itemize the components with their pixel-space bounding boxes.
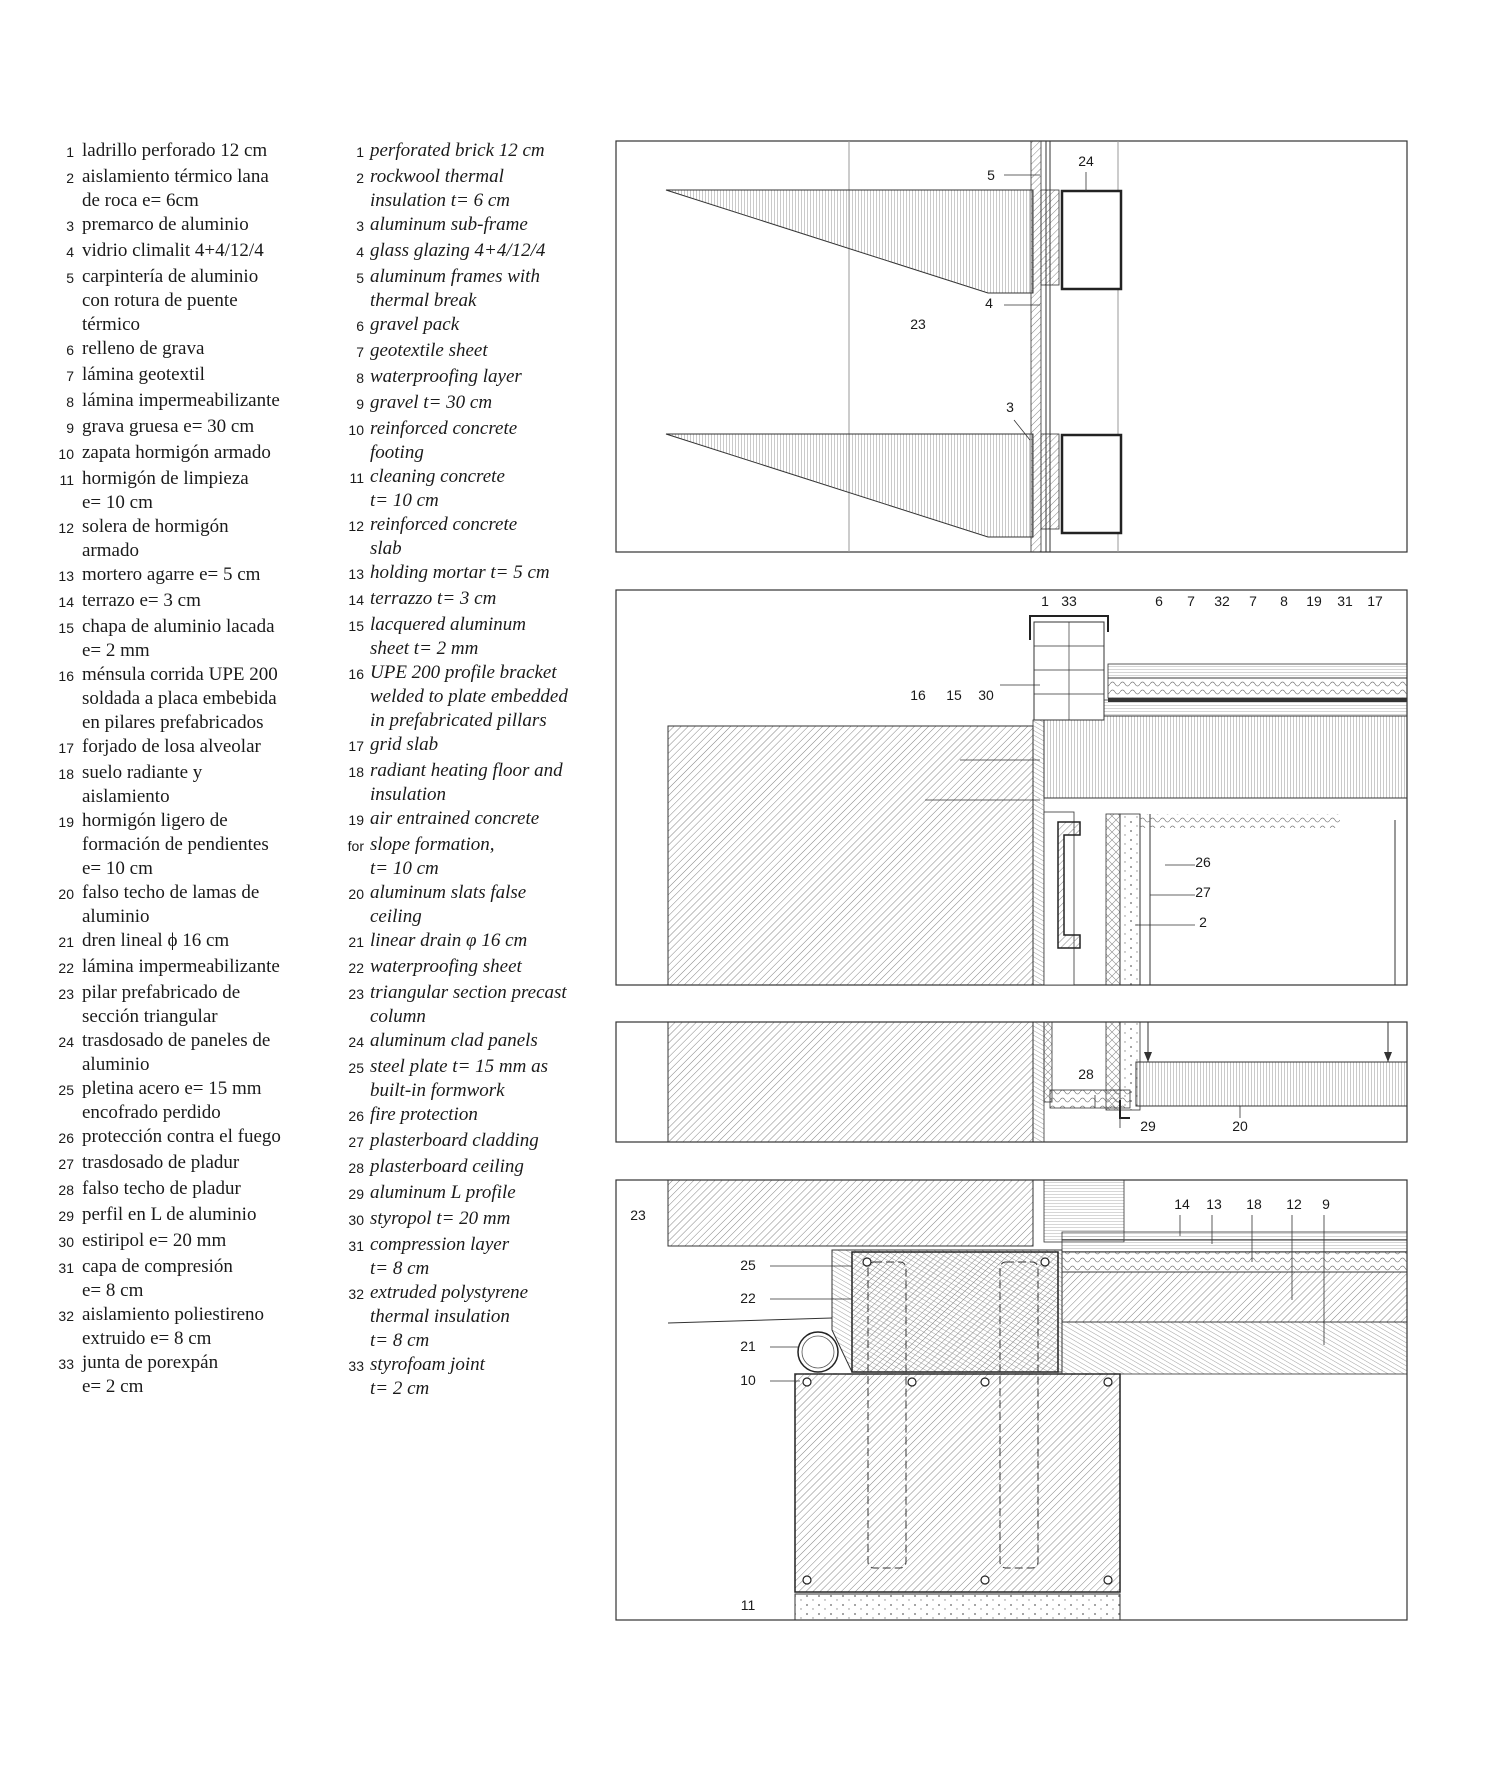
legend-number: 25 (58, 1082, 74, 1098)
legend-number: 23 (58, 986, 74, 1002)
callout-label-7: 7 (1187, 593, 1195, 609)
legend-text: lámina impermeabilizante (82, 390, 280, 411)
aluminum-slats-ceiling (1136, 1062, 1407, 1106)
radiant-floor-insulation (1140, 814, 1340, 828)
legend-text: holding mortar t= 5 cm (370, 562, 550, 583)
legend-text: styropol t= 20 mm (370, 1208, 511, 1229)
legend-text: ladrillo perforado 12 cm (82, 140, 268, 161)
legend-number: 17 (348, 738, 364, 754)
legend-text: premarco de aluminio (82, 214, 249, 235)
callout-label-6: 6 (1155, 593, 1163, 609)
callout-label-27: 27 (1195, 884, 1211, 900)
callout-label-18: 18 (1246, 1196, 1262, 1212)
legend-text: ménsula corrida UPE 200 soldada a placa embebida en pilares prefabricados (82, 664, 278, 733)
legend-text: chapa de aluminio lacada e= 2 mm (82, 616, 275, 661)
callout-label-20: 20 (1232, 1118, 1248, 1134)
callout-label-3: 3 (1006, 399, 1014, 415)
legend-number: 21 (348, 934, 364, 950)
callout-label-22: 22 (740, 1290, 756, 1306)
callout-label-28: 28 (1078, 1066, 1094, 1082)
legend-text: hormigón ligero de formación de pendientes e= 10 cm (82, 810, 269, 879)
legend-number: 26 (58, 1130, 74, 1146)
legend-number: 33 (58, 1356, 74, 1372)
legend-text: vidrio climalit 4+4/12/4 (82, 240, 264, 261)
legend-number: 6 (356, 318, 364, 334)
concrete-slab (1062, 1272, 1407, 1322)
legend-number: 30 (58, 1234, 74, 1250)
legend-text: capa de compresión e= 8 cm (82, 1256, 233, 1301)
legend-number: 24 (348, 1034, 364, 1050)
callout-label-26: 26 (1195, 854, 1211, 870)
legend-number: 33 (348, 1358, 364, 1374)
legend-number: 14 (58, 594, 74, 610)
callout-label-19: 19 (1306, 593, 1322, 609)
legend-text: falso techo de pladur (82, 1178, 241, 1199)
legend-text: pletina acero e= 15 mm encofrado perdido (82, 1078, 262, 1123)
aluminum-clad-panel (1062, 191, 1121, 289)
legend-number: 32 (58, 1308, 74, 1324)
coarse-gravel (1062, 1322, 1407, 1374)
callout-label-16: 16 (910, 687, 926, 703)
legend-text: trasdosado de paneles de aluminio (82, 1030, 271, 1075)
legend-number: 15 (348, 618, 364, 634)
legend-number: 16 (58, 668, 74, 684)
legend-text: steel plate t= 15 mm as built-in formwork (370, 1056, 548, 1101)
legend-text: waterproofing layer (370, 366, 522, 387)
callout-label-15: 15 (946, 687, 962, 703)
legend-text: lámina geotextil (82, 364, 205, 385)
legend-text: aluminum frames with thermal break (370, 266, 540, 311)
holding-mortar (1062, 1240, 1407, 1252)
legend-number: 20 (58, 886, 74, 902)
legend-text: linear drain φ 16 cm (370, 930, 528, 951)
legend-text: fire protection (370, 1104, 478, 1125)
reinforced-concrete-footing (795, 1374, 1120, 1592)
panel-false-ceiling-detail (616, 1022, 1407, 1142)
legend-number: 25 (348, 1060, 364, 1076)
legend-text: suelo radiante y aislamiento (82, 762, 203, 807)
legend-number: 30 (348, 1212, 364, 1228)
legend-text: lacquered aluminum sheet t= 2 mm (370, 614, 527, 659)
legend-text: rockwool thermal insulation t= 6 cm (370, 166, 511, 211)
legend-number: 5 (356, 270, 364, 286)
legend-text: protección contra el fuego (82, 1126, 281, 1147)
legend-number: 15 (58, 620, 74, 636)
legend-text: lámina impermeabilizante (82, 956, 280, 977)
callout-label-13: 13 (1206, 1196, 1222, 1212)
aluminum-clad-panel (1062, 435, 1121, 533)
legend-text: aluminum sub-frame (370, 214, 528, 235)
legend-number: 2 (66, 170, 74, 186)
fire-protection (1106, 814, 1120, 985)
terrazzo (1062, 1232, 1407, 1240)
legend-text: pilar prefabricado de sección triangular (82, 982, 241, 1027)
callout-label-33: 33 (1061, 593, 1077, 609)
legend-number: 10 (58, 446, 74, 462)
legend-number: 29 (58, 1208, 74, 1224)
legend-number: 8 (356, 370, 364, 386)
legend-number: 14 (348, 592, 364, 608)
legend-text: terrazo e= 3 cm (82, 590, 201, 611)
legend-text: hormigón de limpieza e= 10 cm (82, 468, 249, 513)
legend-text: gravel pack (370, 314, 460, 335)
waterproofing-layer (1108, 698, 1407, 702)
legend-text: compression layer t= 8 cm (370, 1234, 510, 1279)
legend-text: plasterboard cladding (370, 1130, 539, 1151)
cleaning-concrete (795, 1594, 1120, 1620)
extruded-polystyrene (1108, 678, 1407, 698)
legend-text: solera de hormigón armado (82, 516, 229, 561)
legend-text: air entrained concrete (370, 808, 540, 829)
legend-text: carpintería de aluminio con rotura de puente térmico (82, 266, 259, 335)
callout-label-23: 23 (630, 1207, 646, 1223)
callout-label-9: 9 (1322, 1196, 1330, 1212)
legend-number: 11 (59, 472, 74, 488)
legend-number: 1 (356, 144, 364, 160)
legend-number: 28 (58, 1182, 74, 1198)
legend-number: 21 (58, 934, 74, 950)
callout-label-4: 4 (985, 295, 993, 311)
precast-column (668, 1180, 1033, 1246)
legend-number: 7 (66, 368, 74, 384)
legend-text: perfil en L de aluminio (82, 1204, 257, 1225)
legend-number: 4 (66, 244, 74, 260)
legend-text: aluminum slats false ceiling (370, 882, 527, 927)
precast-column (668, 1022, 1033, 1142)
legend-number: 24 (58, 1034, 74, 1050)
legend-number: 10 (348, 422, 364, 438)
panel-roof-edge-detail (616, 590, 1407, 985)
legend-number: 12 (348, 518, 364, 534)
legend-number: 28 (348, 1160, 364, 1176)
panel-foundation-detail (616, 1180, 1407, 1620)
legend-text: gravel t= 30 cm (370, 392, 493, 413)
legend-number: 5 (66, 270, 74, 286)
legend-text: waterproofing sheet (370, 956, 522, 977)
legend-text: reinforced concrete slab (370, 514, 518, 559)
legend-number: 4 (356, 244, 364, 260)
callout-label-10: 10 (740, 1372, 756, 1388)
legend-number: 3 (66, 218, 74, 234)
legend-number: 17 (58, 740, 74, 756)
legend-number: 18 (58, 766, 74, 782)
legend-number: 27 (58, 1156, 74, 1172)
legend-number: 27 (348, 1134, 364, 1150)
legend-number: 11 (349, 470, 364, 486)
legend-number: 16 (348, 666, 364, 682)
panel-window-detail (616, 141, 1407, 552)
legend-number: 3 (356, 218, 364, 234)
callout-label-8: 8 (1280, 593, 1288, 609)
callout-label-24: 24 (1078, 153, 1094, 169)
callout-label-32: 32 (1214, 593, 1230, 609)
legend-number: 18 (348, 764, 364, 780)
legend-number: 8 (66, 394, 74, 410)
legend-text: triangular section precast column (370, 982, 567, 1027)
legend-number: for (347, 838, 364, 854)
legend-number: 26 (348, 1108, 364, 1124)
callout-label-2: 2 (1199, 914, 1207, 930)
legend-text: aislamiento térmico lana de roca e= 6cm (82, 166, 269, 211)
legend-number: 32 (348, 1286, 364, 1302)
callout-label-23: 23 (910, 316, 926, 332)
legend-text: reinforced concrete footing (370, 418, 518, 463)
callout-label-17: 17 (1367, 593, 1383, 609)
legend-number: 23 (348, 986, 364, 1002)
precast-column (668, 726, 1033, 985)
steel-plate-formwork (852, 1252, 1058, 1372)
callout-label-25: 25 (740, 1257, 756, 1273)
legend-text: mortero agarre e= 5 cm (82, 564, 261, 585)
legend-text: zapata hormigón armado (82, 442, 271, 463)
legend-text: geotextile sheet (370, 340, 488, 361)
linear-drain (798, 1332, 838, 1372)
legend-number: 20 (348, 886, 364, 902)
legend-text: cleaning concrete t= 10 cm (370, 466, 505, 511)
legend-number: 31 (348, 1238, 364, 1254)
gravel-pack (1108, 664, 1407, 678)
plasterboard-ceiling (1050, 1090, 1130, 1108)
glazing-mullion (1031, 141, 1041, 552)
legend-text: styrofoam joint t= 2 cm (370, 1354, 485, 1399)
legend-text: grid slab (370, 734, 439, 755)
rockwool-insulation (1120, 814, 1140, 985)
legend-number: 7 (356, 344, 364, 360)
legend-number: 19 (348, 812, 364, 828)
legend-text: radiant heating floor and insulation (370, 760, 563, 805)
callout-label-30: 30 (978, 687, 994, 703)
legend-number: 31 (58, 1260, 74, 1276)
legend-number: 13 (58, 568, 74, 584)
grid-slab (1044, 716, 1407, 798)
legend-number: 13 (348, 566, 364, 582)
legend-text: glass glazing 4+4/12/4 (370, 240, 546, 261)
legend-text: dren lineal ϕ 16 cm (82, 930, 230, 951)
legend-text: estiripol e= 20 mm (82, 1230, 227, 1251)
legend-number: 9 (66, 420, 74, 436)
legend-text: slope formation, t= 10 cm (370, 834, 495, 879)
callout-label-21: 21 (740, 1338, 756, 1354)
legend-number: 22 (58, 960, 74, 976)
callout-label-11: 11 (740, 1597, 756, 1613)
legend-text: grava gruesa e= 30 cm (82, 416, 255, 437)
callout-label-7: 7 (1249, 593, 1257, 609)
legend-number: 9 (356, 396, 364, 412)
callout-label-29: 29 (1140, 1118, 1156, 1134)
legend-number: 19 (58, 814, 74, 830)
callout-label-5: 5 (987, 167, 995, 183)
legend-text: terrazzo t= 3 cm (370, 588, 497, 609)
legend-text: relleno de grava (82, 338, 205, 359)
legend-text: perforated brick 12 cm (370, 140, 545, 161)
legend-text: aluminum clad panels (370, 1030, 538, 1051)
legend-number: 22 (348, 960, 364, 976)
legend-number: 6 (66, 342, 74, 358)
callout-label-14: 14 (1174, 1196, 1190, 1212)
legend-text: extruded polystyrene thermal insulation t= 8 cm (370, 1282, 529, 1351)
radiant-heating-floor (1062, 1252, 1407, 1272)
legend-text: UPE 200 profile bracket welded to plate embedded in prefabricated pillars (370, 662, 568, 731)
legend-text: forjado de losa alveolar (82, 736, 261, 757)
legend-number: 12 (58, 520, 74, 536)
legend-text: trasdosado de pladur (82, 1152, 240, 1173)
legend-text: aluminum L profile (370, 1182, 516, 1203)
callout-label-1: 1 (1041, 593, 1049, 609)
callout-label-31: 31 (1337, 593, 1353, 609)
legend-text: junta de porexpán e= 2 cm (82, 1352, 219, 1397)
legend-number: 2 (356, 170, 364, 186)
legend-text: falso techo de lamas de aluminio (82, 882, 260, 927)
legend-text: plasterboard ceiling (370, 1156, 524, 1177)
legend-number: 29 (348, 1186, 364, 1202)
legend-number: 1 (66, 144, 74, 160)
legend-text: aislamiento poliestireno extruido e= 8 cm (82, 1304, 265, 1349)
callout-label-12: 12 (1286, 1196, 1302, 1212)
